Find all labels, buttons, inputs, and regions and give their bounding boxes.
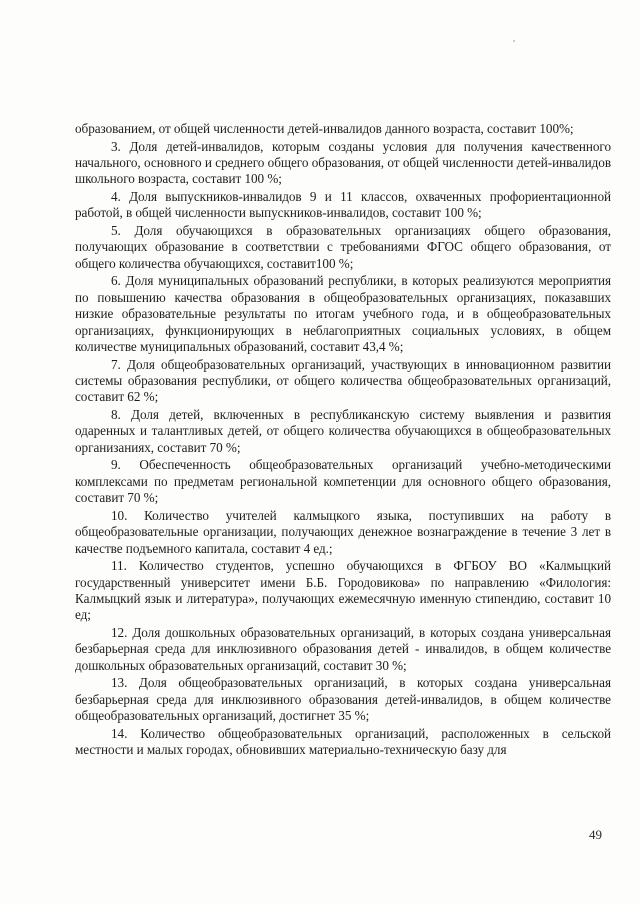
page-number: 49 xyxy=(589,827,602,842)
paragraph-item-8: 8. Доля детей, включенных в республиканскую систему выявления и развития одаренных и талантливых детей, от общего количества обучающихся в общеобразовательных организаниях, составит 70 %; xyxy=(75,407,611,455)
paragraph-item-7: 7. Доля общеобразовательных организаций, участвующих в инновационном развитии системы образования республики, от общего количества общеобразовательных организаций, составит 62 %; xyxy=(75,356,611,405)
paragraph-item-9: 9. Обеспеченность общеобразовательных организаций учебно-методическими комплексами по предметам региональной компетенции для основного общего образования, составит 70 %; xyxy=(75,457,611,506)
paragraph-continuation: образованием, от общей численности детей-инвалидов данного возраста, составит 100%; xyxy=(75,121,574,136)
paragraph-item-3: 3. Доля детей-инвалидов, которым созданы условия для получения качественного начального, основного и среднего общего образования, от общей численности детей-инвалидов школьного возраста, составит 100 %; xyxy=(75,138,611,187)
paragraph-item-4: 4. Доля выпускников-инвалидов 9 и 11 классов, охваченных профориентационной работой, в общей численности выпускников-инвалидов, составит 100 %; xyxy=(75,189,611,221)
paragraph-item-5: 5. Доля обучающихся в образовательных организациях общего образования, получающих образование в соответствии с требованиями ФГОС общего образования, от общего количества обучающихся, составит100 %; xyxy=(75,223,611,271)
paragraph-item-11: 11. Количество студентов, успешно обучающихся в ФГБОУ ВО «Калмыцкий государственный университет имени Б.Б. Городовикова» по направлению «Филология: Калмыцкий язык и литература», получающих ежемесячную именную стипендию, составит 10 ед; xyxy=(75,558,611,623)
paragraph-item-6: 6. Доля муниципальных образований республики, в которых реализуются мероприятия по повышению качества образования в общеобразовательных организациях, показавших низкие образовательные результаты по итогам учебного года, и в общеобразовательных организациях, функционирующих в неблагоприятных социальных условиях, в общем количестве муниципальных образований, составит 43,4 %; xyxy=(75,273,611,355)
paragraph-item-10: 10. Количество учителей калмыцкого языка, поступивших на работу в общеобразовательные организации, получающих денежное вознаграждение в течение 3 лет в качестве подъемного капитала, составит 4 ед.; xyxy=(75,507,611,556)
paragraph-item-12: 12. Доля дошкольных образовательных организаций, в которых создана универсальная безбарьерная среда для инклюзивного образования детей - инвалидов, в общем количестве дошкольных образовательных организаций, составит 30 %; xyxy=(75,625,611,673)
paragraph-item-14: 14. Количество общеобразовательных организаций, расположенных в сельской местности и малых городах, обновивших материально-техническую базу для xyxy=(75,725,611,758)
document-body xyxy=(75,121,611,760)
scan-speck xyxy=(513,40,515,42)
paragraph-item-13: 13. Доля общеобразовательных организаций, в которых создана универсальная безбарьерная среда для инклюзивного образования детей-инвалидов, в общем количестве общеобразовательных организаций, достигнет 35 %; xyxy=(75,675,611,724)
